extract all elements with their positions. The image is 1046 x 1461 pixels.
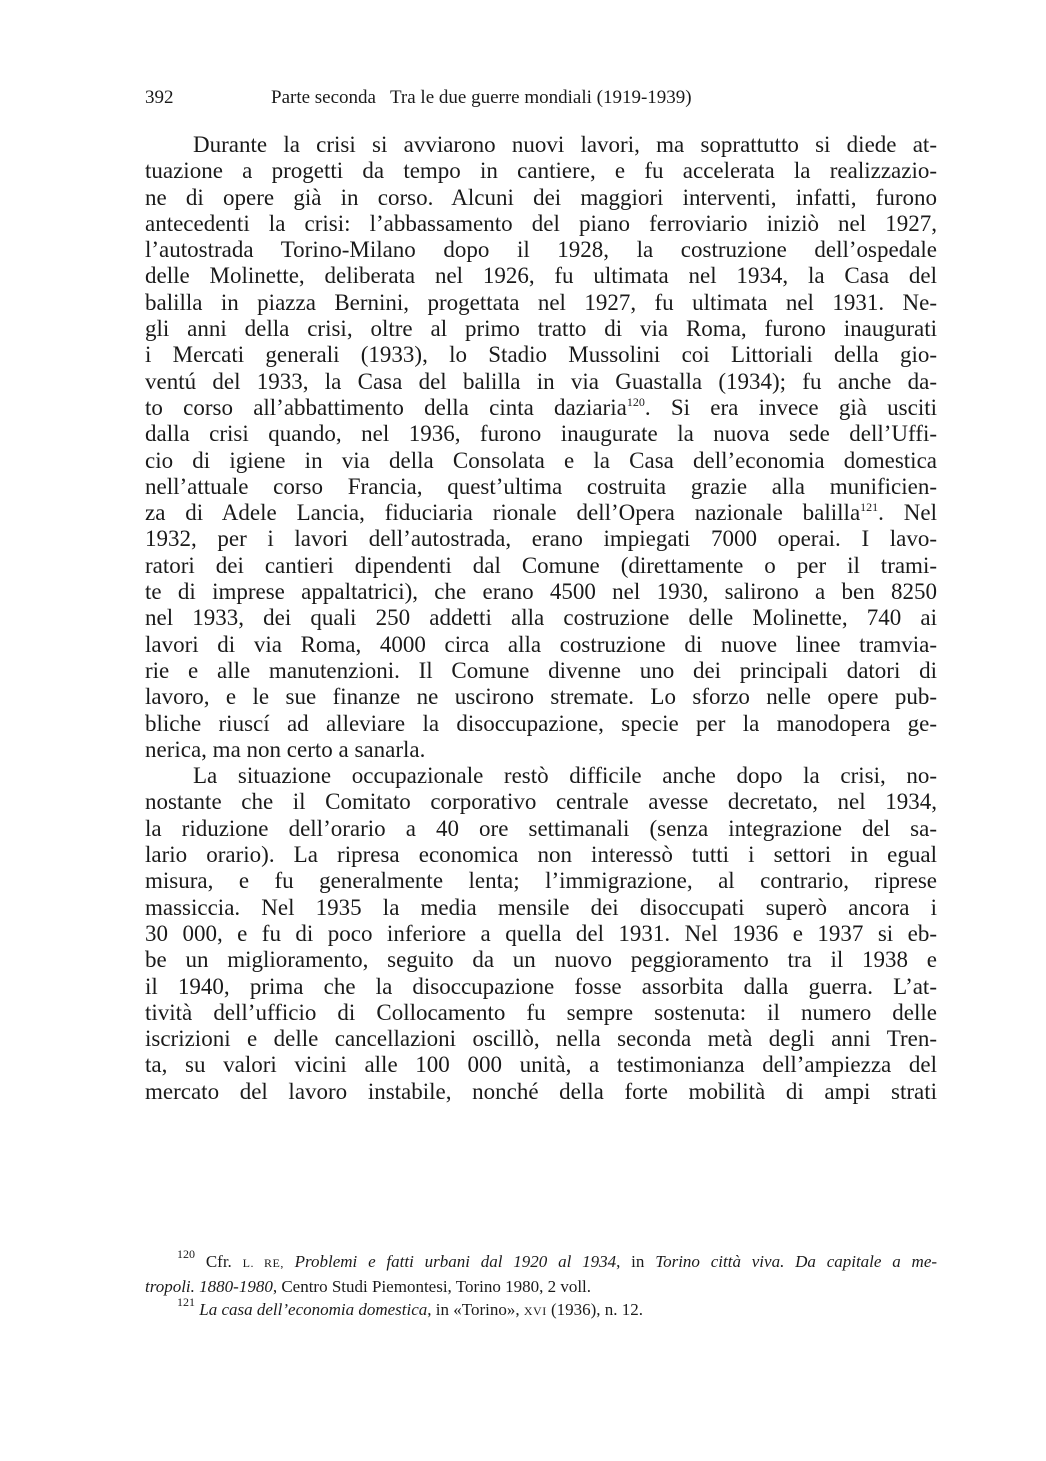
text-segment: . Nel <box>878 500 937 526</box>
footnote-number: 120 <box>177 1247 195 1261</box>
text-line: rie e alle manutenzioni. Il Comune divenne uno dei principali datori di <box>145 657 937 683</box>
text-line: cio di igiene in via della Consolata e la Casa dell’economia domestica <box>145 447 937 473</box>
text-line: la riduzione dell’orario a 40 ore settimanali (senza integrazione del sa- <box>145 815 937 841</box>
footnote-series-title: tropoli. 1880-1980 <box>145 1277 273 1296</box>
text-line: ventú del 1933, la Casa del balilla in via Guastalla (1934); fu anche da- <box>145 368 937 394</box>
footnote-volume: XVI <box>523 1304 547 1318</box>
text-segment: za di Adele Lancia, fiduciaria rionale dell’Opera nazionale balilla <box>145 500 861 526</box>
text-segment: . Si era invece già usciti <box>644 394 937 420</box>
footnote-ref-121[interactable]: 121 <box>860 500 879 515</box>
text-line <box>145 395 937 421</box>
footnote-120-cont <box>145 1275 937 1298</box>
text-line: dalla crisi quando, nel 1936, furono inaugurate la nuova sede dell’Uffi- <box>145 421 937 447</box>
text-line: antecedenti la crisi: l’abbassamento del piano ferroviario iniziò nel 1927, <box>145 210 937 236</box>
footnote-number: 121 <box>177 1295 195 1309</box>
text-line: bliche riuscí ad alleviare la disoccupazione, specie per la manodopera ge- <box>145 710 937 736</box>
text-line: balilla in piazza Bernini, progettata nel 1927, fu ultimata nel 1931. Ne- <box>145 289 937 315</box>
text-line: tività dell’ufficio di Collocamento fu sempre sostenuta: il numero delle <box>145 999 937 1025</box>
text-line: mercato del lavoro instabile, nonché della forte mobilità di ampi strati <box>145 1078 937 1104</box>
text-line: 1932, per i lavori dell’autostrada, erano impiegati 7000 operai. I lavo- <box>145 526 937 552</box>
footnote-work-title: Problemi e fatti urbani dal 1920 al 1934 <box>294 1252 617 1271</box>
text-line: be un miglioramento, seguito da un nuovo peggioramento tra il 1938 e <box>145 947 937 973</box>
text-line: ratori dei cantieri dipendenti dal Comune (direttamente o per il trami- <box>145 552 937 578</box>
footnote-series-title: Torino città viva. Da capitale a me- <box>655 1252 938 1271</box>
footnotes <box>145 1247 938 1323</box>
footnote-text: , in <box>616 1252 645 1271</box>
text-line <box>145 500 937 526</box>
text-line: lario orario). La ripresa economica non interessò tutti i settori in egual <box>145 842 937 868</box>
footnote-ref-120[interactable]: 120 <box>626 394 645 409</box>
body-text <box>145 132 937 1105</box>
text-line: lavori di via Roma, 4000 circa alla costruzione di nuove linee tramvia- <box>145 631 937 657</box>
text-line: misura, e fu generalmente lenta; l’immigrazione, al contrario, riprese <box>145 868 937 894</box>
text-line: massiccia. Nel 1935 la media mensile dei disoccupati superò ancora i <box>145 894 937 920</box>
footnote-text: , in «Torino», <box>427 1300 520 1319</box>
text-line: ne di opere già in corso. Alcuni dei maggiori interventi, infatti, furono <box>145 184 937 210</box>
running-title: Tra le due guerre mondiali (1919-1939) <box>389 87 692 108</box>
page-number: 392 <box>145 87 174 108</box>
text-line: i Mercati generali (1933), lo Stadio Mussolini coi Littoriali della gio- <box>145 342 937 368</box>
text-line: ta, su valori vicini alle 100 000 unità, a testimonianza dell’ampiezza del <box>145 1052 937 1078</box>
footnote-120 <box>145 1247 938 1275</box>
running-header <box>145 86 937 110</box>
footnote-121 <box>145 1295 937 1323</box>
text-line: nostante che il Comitato corporativo centrale avesse decretato, nel 1934, <box>145 789 937 815</box>
part-label: Parte seconda <box>271 87 376 108</box>
text-line: nel 1933, dei quali 250 addetti alla costruzione delle Molinette, 740 ai <box>145 605 937 631</box>
text-line: La situazione occupazionale restò difficile anche dopo la crisi, no- <box>193 763 937 789</box>
text-line: l’autostrada Torino-Milano dopo il 1928, la costruzione dell’ospedale <box>145 237 937 263</box>
text-line: il 1940, prima che la disoccupazione fosse assorbita dalla guerra. L’at- <box>145 973 937 999</box>
footnote-author: L. RE, <box>242 1256 284 1270</box>
text-line: gli anni della crisi, oltre al primo tratto di via Roma, furono inaugurati <box>145 316 937 342</box>
text-segment: to corso all’abbattimento della cinta daziaria <box>145 394 627 420</box>
text-line: nerica, ma non certo a sanarla. <box>145 736 426 762</box>
footnote-text: Cfr. <box>205 1252 232 1271</box>
footnote-text: (1936), n. 12. <box>550 1300 644 1319</box>
text-line: delle Molinette, deliberata nel 1926, fu ultimata nel 1934, la Casa del <box>145 263 937 289</box>
footnote-text: , Centro Studi Piemontesi, Torino 1980, 2 voll. <box>272 1277 592 1296</box>
text-line: Durante la crisi si avviarono nuovi lavori, ma soprattutto si diede at- <box>193 132 937 157</box>
text-line: nell’attuale corso Francia, quest’ultima costruita grazie alla munificien- <box>145 473 937 499</box>
text-line: iscrizioni e delle cancellazioni oscillò, nella seconda metà degli anni Tren- <box>145 1026 937 1052</box>
text-line: lavoro, e le sue finanze ne uscirono stremate. Lo sforzo nelle opere pub- <box>145 684 937 710</box>
footnote-work-title: La casa dell’economia domestica <box>199 1300 428 1319</box>
text-line: te di imprese appaltatrici), che erano 4500 nel 1930, salirono a ben 8250 <box>145 579 937 605</box>
text-line: tuazione a progetti da tempo in cantiere, e fu accelerata la realizzazio- <box>145 158 937 184</box>
text-line: 30 000, e fu di poco inferiore a quella del 1931. Nel 1936 e 1937 si eb- <box>145 920 937 946</box>
